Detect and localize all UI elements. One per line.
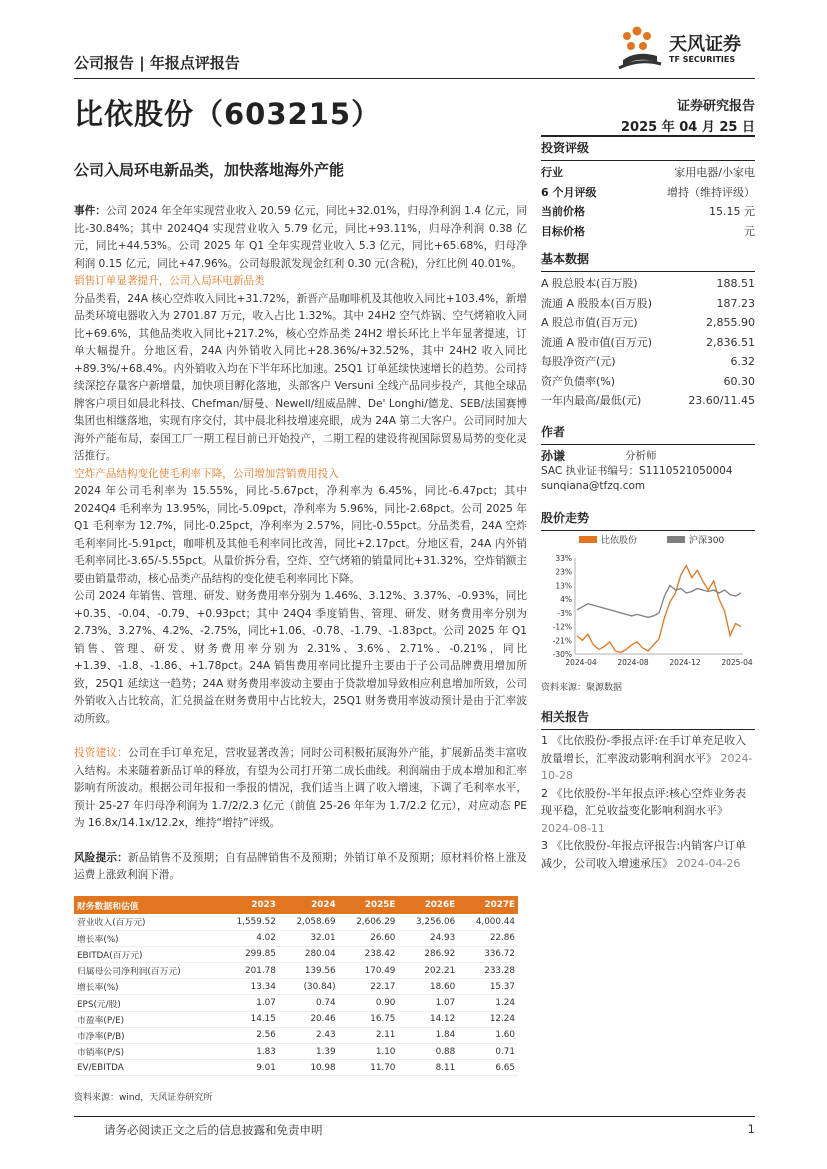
- rating-row: 6 个月评级 增持（维持评级）: [541, 185, 755, 199]
- x-tick-label: 2024-08: [617, 658, 649, 667]
- table-row-label: 归属母公司净利润(百万元): [74, 963, 219, 979]
- related-reports-heading: 相关报告: [541, 710, 590, 724]
- table-row: [74, 995, 518, 1011]
- table-row-label: 市盈率(P/E): [74, 1011, 219, 1027]
- table-cell: 22.17: [339, 979, 399, 995]
- table-cell: 1,559.52: [219, 914, 279, 930]
- y-tick-label: 13%: [555, 581, 572, 591]
- rating-section: [541, 139, 755, 241]
- table-cell: 1.24: [458, 995, 518, 1011]
- table-row-label: EBITDA(百万元): [74, 946, 219, 962]
- financial-table-header: 财务数据和估值 2023 2024 2025E 2026E 2027E: [74, 896, 518, 914]
- table-cell: 0.90: [339, 995, 399, 1011]
- table-cell: 1.39: [279, 1044, 339, 1060]
- rating-row: 当前价格 15.15 元: [541, 205, 755, 218]
- table-cell: 202.21: [398, 963, 458, 979]
- table-cell: 0.74: [279, 995, 339, 1011]
- financial-table-source: 资料来源：wind，天风证券研究所: [74, 1093, 213, 1103]
- table-row-label: 营业收入(百万元): [74, 914, 219, 930]
- x-tick-label: 2025-04: [721, 658, 753, 667]
- author-name: 孙谦: [541, 449, 566, 463]
- table-cell: 14.12: [398, 1011, 458, 1027]
- table-cell: 12.24: [458, 1011, 518, 1027]
- table-row-label: EV/EBITDA: [74, 1060, 219, 1076]
- report-headline: 公司入局环电新品类，加快落地海外产能: [74, 161, 345, 179]
- table-cell: 18.60: [398, 979, 458, 995]
- table-cell: 4.02: [219, 930, 279, 946]
- report-date: 2025 年 04 月 25 日: [621, 120, 755, 135]
- author-cert: SAC 执业证书编号：S1110521050004: [541, 465, 733, 477]
- table-cell: 139.56: [279, 963, 339, 979]
- table-row-label: 市净率(P/B): [74, 1027, 219, 1043]
- table-cell: 2.11: [339, 1027, 399, 1043]
- main-body-text: [74, 203, 527, 885]
- x-tick-label: 2024-04: [565, 658, 597, 667]
- right-header-divider: [541, 135, 755, 137]
- related-reports-section: [541, 708, 755, 872]
- y-tick-label: 33%: [555, 554, 572, 563]
- table-cell: 1.10: [339, 1044, 399, 1060]
- table-cell: 1.07: [398, 995, 458, 1011]
- financial-table: [74, 896, 518, 1076]
- report-category: 证券研究报告: [676, 99, 755, 114]
- table-row: [74, 930, 518, 946]
- footer-disclaimer: 请务必阅读正文之后的信息披露和免责申明: [104, 1123, 323, 1137]
- tf-securities-logo: [611, 22, 761, 72]
- basic-data-row: 资产负债率(%) 60.30: [541, 374, 755, 388]
- logo-mark-icon: [611, 22, 667, 72]
- table-row: [74, 1027, 518, 1043]
- investment-advice-text: 公司在手订单充足，营收显著改善；同时公司积极拓展海外产能，扩展新品类丰富收入结构。未来随着新品订单的释放，有望为公司打开第二成长曲线。利润端由于成本增加和汇率影响有所波动。根据公司年报和一季报的情况，我们适当上调了收入增速，下调了毛利率水平，预计 25-27 年归母净利润为 1.7/2/2.3 亿元（前值 25-26 年年为 1.7/2.2 亿元），对应动态 PE 为 16.8x/14.1x/12.2x，维持“增持”评级。: [74, 747, 527, 829]
- table-cell: 170.49: [339, 963, 399, 979]
- table-row: [74, 914, 518, 930]
- header-divider: [74, 78, 755, 79]
- investment-advice-lead: 投资建议：: [74, 747, 128, 759]
- table-cell: 15.37: [458, 979, 518, 995]
- table-cell: 233.28: [458, 963, 518, 979]
- legend-label: 沪深300: [689, 536, 725, 546]
- table-cell: 238.42: [339, 946, 399, 962]
- basic-data-row: 流通 A 股股本(百万股) 187.23: [541, 296, 755, 310]
- table-cell: 336.72: [458, 946, 518, 962]
- table-row: [74, 1044, 518, 1060]
- table-cell: 11.70: [339, 1060, 399, 1076]
- table-cell: 1.07: [219, 995, 279, 1011]
- risk-text: 新品销售不及预期；自有品牌销售不及预期；外销订单不及预期；原材料价格上涨及运费上涨致利润下滑。: [74, 851, 527, 881]
- table-row: [74, 946, 518, 962]
- y-tick-label: -3%: [557, 608, 572, 618]
- table-cell: 2.43: [279, 1027, 339, 1043]
- rating-heading: 投资评级: [541, 141, 590, 155]
- basic-data-section: [541, 250, 755, 411]
- basic-data-row: 流通 A 股市值(百万元) 2,836.51: [541, 335, 755, 349]
- y-tick-label: -21%: [552, 636, 572, 646]
- table-cell: 26.60: [339, 930, 399, 946]
- section-subtitle-margin: 空炸产品结构变化使毛利率下降，公司增加营销费用投入: [74, 467, 339, 480]
- table-cell: 14.15: [219, 1011, 279, 1027]
- y-tick-label: 4%: [560, 595, 572, 605]
- table-cell: 286.92: [398, 946, 458, 962]
- table-cell: 4,000.44: [458, 914, 518, 930]
- table-row-label: 增长率(%): [74, 930, 219, 946]
- related-report-item[interactable]: 1 《比依股份-季报点评:在手订单充足收入放量增长，汇率波动影响利润水平》 2024-10-28: [541, 734, 753, 782]
- author-section: [541, 423, 755, 494]
- table-cell: 0.71: [458, 1044, 518, 1060]
- table-cell: 22.86: [458, 930, 518, 946]
- table-cell: 20.46: [279, 1011, 339, 1027]
- basic-data-row: A 股总市值(百万元) 2,855.90: [541, 316, 755, 329]
- table-row-label: 增长率(%): [74, 979, 219, 995]
- logo-text-en: TF SECURITIES: [669, 55, 736, 64]
- table-cell: 0.88: [398, 1044, 458, 1060]
- section-subtitle-orders: 销售订单显著提升，公司入局环电新品类: [74, 275, 265, 287]
- author-title: 分析师: [625, 450, 657, 462]
- y-tick-label: 23%: [555, 567, 572, 577]
- investment-advice-paragraph: [74, 745, 527, 833]
- table-row: [74, 979, 518, 995]
- table-cell: 3,256.06: [398, 914, 458, 930]
- table-row: [74, 1011, 518, 1027]
- series-line: [577, 566, 741, 653]
- table-cell: 9.01: [219, 1060, 279, 1076]
- logo-text-cn: 天风证券: [669, 34, 741, 55]
- table-cell: (30.84): [279, 979, 339, 995]
- x-tick-label: 2024-12: [669, 658, 701, 667]
- event-paragraph: [74, 203, 527, 273]
- legend-swatch: [667, 536, 685, 543]
- category-paragraph: 分品类看，24A 核心空炸收入同比+31.72%，新晋产品咖啡机及其他收入同比+103.4%，新增品类环境电器收入为 2701.87 万元，收入占比 1.32%。其中 24H2 空气炸锅、空气烤箱收入同比+69.6%，其他品类收入同比+217.2%，核心空炸品类 24H2 增长环比上半年显著提速，订单大幅提升。分地区看，24A 内外销收入同比+28.36%/+32.52%，其中 24H2 收入同比+89.3%/+68.4%。内外销收入均在下半年环比加速。25Q1 订单延续快速增长的趋势。公司持续深挖存量客户新增量，加快项目孵化落地，头部客户 Versuni 全线产品同步投产，其他全球品牌客户项目如晨北科技、Chefman/厨曼、Newell/纽威品牌、De' Longhi/德龙、SEB/法国赛博集团也相继落地，实现有序交付，其中晨北科技增速亮眼，成为 24A 第二大客户。公司同时加大海外产能布局，泰国工厂一期工程目前已开始投产，二期工程的建设将视国际贸易局势的变化灵活推行。: [74, 292, 527, 462]
- table-cell: 1.60: [458, 1027, 518, 1043]
- rating-row: 行业 家用电器/小家电: [541, 166, 755, 179]
- related-report-item[interactable]: 3 《比依股份-年报点评报告:内销客户订单减少，公司收入增速承压》 2024-04-26: [541, 839, 747, 870]
- company-title: 比依股份（603215）: [74, 97, 382, 131]
- y-tick-label: -12%: [552, 622, 572, 632]
- event-lead: 事件：: [74, 205, 106, 217]
- table-cell: 2,606.29: [339, 914, 399, 930]
- report-type-label: 公司报告 | 年报点评报告: [74, 54, 240, 72]
- table-cell: 6.65: [458, 1060, 518, 1076]
- table-cell: 201.78: [219, 963, 279, 979]
- risk-lead: 风险提示：: [74, 851, 128, 864]
- table-cell: 299.85: [219, 946, 279, 962]
- table-row: [74, 963, 518, 979]
- related-report-item[interactable]: 2 《比依股份-半年报点评:核心空炸业务表现平稳，汇兑收益变化影响利润水平》 2024-08-11: [541, 786, 747, 835]
- table-row: [74, 1060, 518, 1076]
- event-text: 公司 2024 年全年实现营业收入 20.59 亿元，同比+32.01%，归母净利润 1.4 亿元，同比-30.84%；其中 2024Q4 实现营业收入 5.79 亿元，同比+93.11%，归母净利润 0.38 亿元，同比+44.53%。公司 2025 年 Q1 全年实现营业收入 5.3 亿元，同比+65.68%，归母净利润 0.15 亿元，同比+47.96%。公司每股派发现金红利 0.30 元(含税)，分红比例 40.01%。: [74, 205, 528, 270]
- table-cell: 280.04: [279, 946, 339, 962]
- table-cell: 8.11: [398, 1060, 458, 1076]
- page-number: 1: [747, 1122, 755, 1136]
- table-cell: 1.83: [219, 1044, 279, 1060]
- table-cell: 13.34: [219, 979, 279, 995]
- table-cell: 24.93: [398, 930, 458, 946]
- margin-paragraph: 2024 年公司毛利率为 15.55%，同比-5.67pct，净利率为 6.45%，同比-6.47pct；其中 2024Q4 毛利率为 13.95%，同比-5.09pct，净利率为 5.96%，同比-2.68pct。公司 2025 年 Q1 毛利率为 12.7%，同比-0.25pct，净利率为 2.57%，同比-0.55pct。分品类看，24A 空炸毛利率同比-5.91pct，咖啡机及其他毛利率同比改善，同比+2.17pct。分地区看，24A 内外销毛利率同比-3.65/-5.55pct。从量价拆分看，空炸、空气烤箱的销量同比+31.32%，空炸销额主要由销量带动，核心品类产品结构的变化使毛利率同比下降。: [74, 485, 527, 585]
- price-chart: [541, 528, 755, 678]
- footer-divider: [74, 1116, 755, 1117]
- author-heading: 作者: [541, 425, 566, 439]
- rating-row: 目标价格 元: [541, 224, 755, 238]
- basic-data-row: A 股总股本(百万股) 188.51: [541, 277, 755, 290]
- expense-paragraph: 公司 2024 年销售、管理、研发、财务费用率分别为 1.46%、3.12%、3.37%、-0.93%，同比+0.35、-0.04、-0.79、+0.93pct；其中 24Q4 季度销售、管理、研发、财务费用率分别为 2.73%、3.27%、4.2%、-2.75%，同比+1.06、-0.78、-1.79、-1.83pct。公司 2025 年 Q1 销售、管理、研发、财务费用率分别为 2.31%、3.6%、2.71%、-0.21%，同比+1.39、-1.8、-1.86、+1.78pct。24A 销售费用率同比提升主要由于子公司品牌费用增加所致，25Q1 延续这一趋势；24A 财务费用率波动主要由于贷款增加导致相应利息增加所致，公司外销收入占比较高，汇兑损益在财务费用中占比较大，25Q1 财务费用率波动预计是由于汇率波动所致。: [74, 590, 527, 725]
- table-cell: 16.75: [339, 1011, 399, 1027]
- risk-paragraph: [74, 850, 527, 885]
- basic-data-row: 每股净资产(元) 6.32: [541, 355, 755, 368]
- basic-data-heading: 基本数据: [541, 252, 590, 266]
- legend-swatch: [579, 536, 597, 543]
- author-email[interactable]: sunqiana@tfzq.com: [541, 480, 646, 492]
- table-row-label: EPS(元/股): [74, 995, 219, 1011]
- y-tick-label: -30%: [552, 650, 572, 659]
- price-chart-source: 资料来源：聚源数据: [541, 683, 623, 693]
- legend-label: 比依股份: [601, 536, 638, 546]
- basic-data-row: 一年内最高/最低(元) 23.60/11.45: [541, 394, 755, 407]
- price-chart-heading: 股价走势: [541, 511, 590, 525]
- table-cell: 32.01: [279, 930, 339, 946]
- table-cell: 1.84: [398, 1027, 458, 1043]
- table-cell: 2,058.69: [279, 914, 339, 930]
- table-cell: 2.56: [219, 1027, 279, 1043]
- table-row-label: 市销率(P/S): [74, 1044, 219, 1060]
- table-cell: 10.98: [279, 1060, 339, 1076]
